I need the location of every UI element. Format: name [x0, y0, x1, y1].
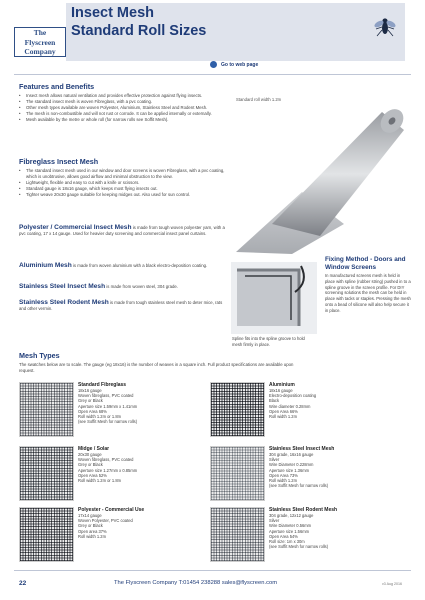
- mesh-spec-line: Roll width 1.2m or 1.8m: [78, 414, 122, 420]
- title-line-1: Insect Mesh: [71, 5, 154, 21]
- fly-icon: [373, 14, 397, 40]
- mesh-name: Standard Fibreglass: [78, 382, 127, 388]
- mesh-spec-line: Silver: [269, 457, 280, 463]
- page-number: 22: [19, 580, 27, 587]
- logo-line-2: Flyscreen: [24, 37, 56, 47]
- mesh-swatch-description: [269, 507, 389, 549]
- features-heading: Features and Benefits: [19, 82, 95, 91]
- logo-line-1: The: [33, 28, 47, 37]
- steel-title: Stainless Steel Insect Mesh: [19, 283, 106, 290]
- features-item: • Other mesh types available are woven Polyester, Aluminium, Stainless Steel and Rodent Mesh.: [19, 105, 229, 111]
- web-link-label: Go to web page: [221, 61, 259, 68]
- mesh-spec-line: 304 grade, 12x12 gauge: [269, 513, 314, 518]
- mesh-spec-line: Silver: [269, 518, 280, 524]
- mesh-swatch-description: [78, 507, 198, 539]
- footer-divider: [14, 570, 411, 571]
- aluminium-title: Aluminium Mesh: [19, 262, 72, 269]
- spline-caption: Spline fits into the spline groove to hold mesh firmly in place.: [232, 336, 305, 347]
- mesh-spec-line: (see Soffit Mesh for narrow rolls): [78, 419, 138, 425]
- mesh-spec-line: Open Area 54%: [269, 533, 298, 539]
- mesh-spec-line: Open Area 52%: [78, 472, 107, 478]
- mesh-spec-line: 17x14 gauge: [78, 513, 102, 518]
- mesh-spec-line: Open Area 66%: [269, 408, 298, 414]
- features-section: [19, 82, 229, 123]
- steel-paragraph: [19, 284, 229, 290]
- mesh-spec-line: Roll width 1.2m: [269, 414, 297, 420]
- mesh-swatch: [19, 446, 74, 501]
- polyester-text: is made from tough woven polyester yarn, with a pvc coating, 17 x 14 gauge. Used for heavier duty screening and commercial insect panel curtains.: [19, 225, 225, 236]
- fibreglass-item: • Lightweight, flexible and easy to cut with a knife or scissors.: [19, 180, 229, 186]
- mesh-types-heading: Mesh Types: [19, 351, 60, 360]
- mesh-spec-line: 18x16 gauge: [269, 388, 293, 393]
- footer-contact: The Flyscreen Company T:01454 238288 sales@flyscreen.com: [114, 580, 278, 586]
- mesh-swatch: [210, 507, 265, 562]
- mesh-spec-line: Roll width 1.2m or 1.8m: [78, 478, 122, 484]
- fibreglass-section: [19, 157, 229, 198]
- mesh-spec-line: 20x30 gauge: [78, 452, 102, 457]
- page-title: [71, 4, 206, 40]
- mesh-spec-line: Wire Diameter 0.56mm: [269, 523, 312, 529]
- fibreglass-heading: Fibreglass Insect Mesh: [19, 157, 99, 166]
- features-item: • Insect mesh allows natural ventilation and provides effective protection against flying insects.: [19, 93, 229, 99]
- mesh-spec-line: (see Soffit Mesh for narrow rolls): [269, 483, 329, 489]
- fixing-text: In manufactured screens mesh is held in place with spline (rubber string) pushed in to a spline groove in the screen profile. For DIY screening solutions the mesh can be held in place with tacks or staples. Pressing the mesh onto a bead of silicone will also help secure it in place.: [325, 273, 411, 313]
- features-item: • The mesh is non-combustible and will not rust or corrode. It can be applied internally or externally.: [19, 111, 229, 117]
- fibreglass-item: • Tighter weave 20x30 gauge suitable for keeping midges out. Also used for sun control.: [19, 192, 229, 198]
- mesh-spec-line: (see Soffit Mesh for narrow rolls): [269, 544, 329, 550]
- mesh-spec-line: 304 grade, 16x16 gauge: [269, 452, 314, 457]
- mesh-swatch: [19, 382, 74, 437]
- header-divider: [14, 74, 411, 75]
- mesh-spec-line: Woven fibreglass, PVC coated: [78, 457, 134, 463]
- mesh-swatch: [19, 507, 74, 562]
- mesh-spec-line: Wire Diameter 0.228mm: [269, 462, 314, 468]
- page-header: [0, 0, 425, 66]
- fixing-method-section: [325, 256, 411, 314]
- mesh-roll-image: [232, 104, 408, 254]
- fibreglass-item: • Standard gauge is 18x16 gauge, which keeps most flying insects out.: [19, 186, 229, 192]
- mesh-spec-line: Open area 37%: [78, 528, 107, 534]
- mesh-swatch-description: [78, 382, 198, 424]
- title-line-2: Standard Roll Sizes: [71, 23, 207, 39]
- logo-line-3: Company: [24, 47, 56, 56]
- go-to-web-page-link[interactable]: [210, 61, 258, 68]
- mesh-spec-line: Black: [269, 398, 280, 404]
- mesh-swatch-description: [269, 382, 389, 419]
- mesh-spec-line: Woven fibreglass, PVC coated: [78, 393, 134, 399]
- rodent-paragraph: [19, 300, 229, 312]
- mesh-spec-line: Aperture size 1.27mm x 0.85mm: [78, 467, 138, 473]
- mesh-swatch: [210, 446, 265, 501]
- globe-icon: [210, 61, 217, 68]
- mesh-spec-line: Wire diameter 0.28mm: [269, 403, 311, 409]
- version-label: v3 Aug 2016: [382, 582, 402, 586]
- mesh-spec-line: Grey or Black: [78, 462, 103, 468]
- fixing-heading: Fixing Method - Doors and Window Screens: [325, 256, 406, 271]
- mesh-spec-line: Aperture size 1.56mm: [269, 528, 310, 534]
- mesh-name: Aluminium: [269, 382, 295, 388]
- mesh-swatch-description: [78, 446, 198, 483]
- mesh-types-intro: The swatches below are to scale. The gauge (eg 18x16) is the number of weaves in a square inch. Full product specifications are available upon request.: [19, 362, 294, 373]
- mesh-spec-line: Aperture size 1.36mm: [269, 467, 310, 473]
- rodent-text: is made from tough stainless steel mesh to deter mice, rats and other vermin.: [19, 300, 223, 311]
- mesh-spec-line: Grey or Black: [78, 523, 103, 529]
- mesh-spec-line: Aperture size 1.59mm x 1.41mm: [78, 403, 138, 409]
- mesh-swatch: [210, 382, 265, 437]
- steel-text: is made from woven steel, 304 grade.: [105, 284, 178, 289]
- mesh-spec-line: Open Area 68%: [78, 408, 107, 414]
- mesh-spec-line: Roll width 1.2m: [269, 478, 297, 484]
- features-item: • The standard insect mesh is woven Fibreglass, with a pvc coating.: [19, 99, 229, 105]
- mesh-name: Stainless Steel Insect Mesh: [269, 446, 335, 452]
- mesh-spec-line: Grey or Black: [78, 398, 103, 404]
- roll-caption: Standard roll width 1.2m: [236, 97, 282, 102]
- spline-groove-image: [231, 262, 317, 334]
- aluminium-paragraph: [19, 263, 229, 269]
- fibreglass-item: • The standard insect mesh used in our window and door screens is woven Fibreglass, with a pvc coating, which is unobtrusive, allows good airflow and minimal obstruction to the view.: [19, 168, 229, 180]
- mesh-spec-line: Open Area 73%: [269, 472, 298, 478]
- mesh-swatch-description: [269, 446, 389, 488]
- aluminium-text: is made from woven aluminium with a black electro-deposition coating.: [71, 263, 208, 268]
- company-logo: [14, 27, 66, 57]
- polyester-paragraph: [19, 225, 229, 237]
- features-item: • Mesh available by the metre or whole roll (for narrow rolls see Soffit Mesh).: [19, 117, 229, 123]
- mesh-spec-line: Roll size: 1m x 30m: [269, 539, 305, 545]
- mesh-name: Polyester - Commercial Use: [78, 507, 145, 513]
- mesh-spec-line: Electro-deposition coating: [269, 393, 317, 399]
- mesh-name: Stainless Steel Rodent Mesh: [269, 507, 338, 513]
- mesh-name: Midge / Solar: [78, 446, 110, 452]
- mesh-spec-line: Roll width 1.2m: [78, 533, 106, 539]
- polyester-title: Polyester / Commercial Insect Mesh: [19, 224, 132, 231]
- rodent-title: Stainless Steel Rodent Mesh: [19, 299, 109, 306]
- mesh-spec-line: 18x16 gauge: [78, 388, 102, 393]
- mesh-spec-line: Woven Polyester, PVC coated: [78, 518, 133, 524]
